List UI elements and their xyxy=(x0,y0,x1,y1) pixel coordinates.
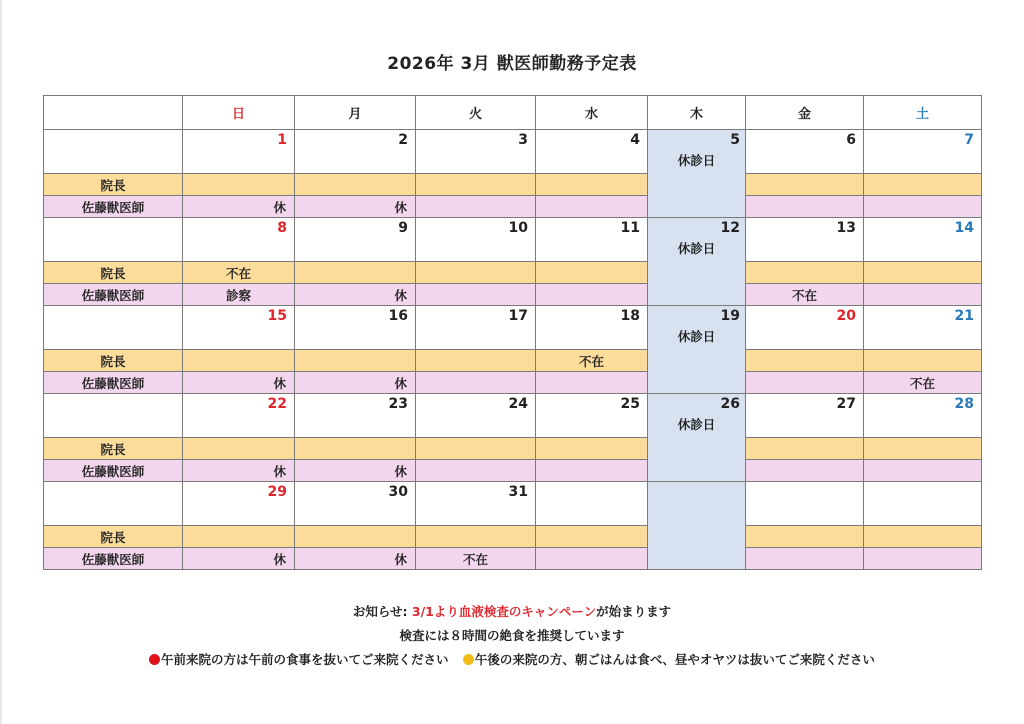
date-number: 26 xyxy=(720,396,740,412)
inchou-status-cell xyxy=(295,438,416,460)
inchou-status-cell xyxy=(416,438,536,460)
date-cell xyxy=(416,218,536,262)
notice-afternoon: 午後の来院の方、朝ごはんは食べ、昼やオヤツは抜いてご来院ください xyxy=(474,652,875,667)
date-cell xyxy=(746,394,864,438)
date-cell xyxy=(295,482,416,526)
weekday-thu: 木 xyxy=(648,96,746,130)
sato-status-cell: 不在 xyxy=(864,372,982,394)
notice-area xyxy=(0,600,1024,672)
date-number: 22 xyxy=(267,396,287,412)
date-number: 2 xyxy=(398,132,408,148)
date-cell xyxy=(183,482,295,526)
inchou-status-cell xyxy=(295,174,416,196)
role-label: 佐藤獣医師 xyxy=(44,460,183,482)
closed-day-label: 休診日 xyxy=(677,417,716,432)
role-label: 院長 xyxy=(44,262,183,284)
date-cell xyxy=(183,394,295,438)
date-number: 31 xyxy=(508,484,528,500)
date-number: 19 xyxy=(720,308,740,324)
date-number: 25 xyxy=(620,396,640,412)
weekday-sun: 日 xyxy=(183,96,295,130)
role-label: 院長 xyxy=(44,438,183,460)
inchou-status-cell xyxy=(295,262,416,284)
sato-status-cell xyxy=(536,372,648,394)
date-row xyxy=(44,482,982,526)
sato-status-cell: 休 xyxy=(183,460,295,482)
date-row-label-cell xyxy=(44,394,183,438)
notice-morning: 午前来院の方は午前の食事を抜いてご来院ください xyxy=(161,652,449,667)
notice-line-1 xyxy=(0,600,1024,624)
sato-row xyxy=(44,372,982,394)
date-row-label-cell xyxy=(44,306,183,350)
date-number xyxy=(864,482,981,484)
inchou-status-cell xyxy=(183,174,295,196)
sato-status-cell: 休 xyxy=(183,196,295,218)
date-row xyxy=(44,218,982,262)
date-cell xyxy=(864,218,982,262)
date-number: 7 xyxy=(964,132,974,148)
date-row-label-cell xyxy=(44,218,183,262)
role-label: 院長 xyxy=(44,174,183,196)
sato-status-cell: 休 xyxy=(295,548,416,570)
inchou-row xyxy=(44,526,982,548)
date-cell xyxy=(746,306,864,350)
weekday-sat: 土 xyxy=(864,96,982,130)
date-number: 8 xyxy=(277,220,287,236)
date-number: 17 xyxy=(508,308,528,324)
header-blank-cell xyxy=(44,96,183,130)
closed-day-label: 休診日 xyxy=(677,153,716,168)
role-label: 佐藤獣医師 xyxy=(44,196,183,218)
date-number: 23 xyxy=(388,396,408,412)
date-number: 27 xyxy=(836,396,856,412)
date-cell xyxy=(183,130,295,174)
page-title: 2026年 3月 獣医師勤務予定表 xyxy=(387,54,637,74)
date-number: 5 xyxy=(730,132,740,148)
date-cell xyxy=(536,130,648,174)
date-row xyxy=(44,306,982,350)
inchou-status-cell xyxy=(746,262,864,284)
sato-status-cell: 休 xyxy=(295,372,416,394)
date-number: 21 xyxy=(954,308,974,324)
date-number: 20 xyxy=(836,308,856,324)
closed-day-cell xyxy=(648,218,746,306)
notice-prefix: お知らせ: xyxy=(352,604,408,619)
inchou-status-cell xyxy=(536,174,648,196)
inchou-status-cell xyxy=(183,350,295,372)
sato-status-cell xyxy=(416,372,536,394)
sato-status-cell: 休 xyxy=(295,460,416,482)
inchou-status-cell xyxy=(864,174,982,196)
date-number: 29 xyxy=(267,484,287,500)
date-cell xyxy=(295,130,416,174)
red-dot-icon xyxy=(149,654,160,665)
date-number: 13 xyxy=(836,220,856,236)
sato-row xyxy=(44,548,982,570)
date-number: 12 xyxy=(720,220,740,236)
date-cell xyxy=(416,130,536,174)
inchou-status-cell xyxy=(536,526,648,548)
weekday-mon: 月 xyxy=(295,96,416,130)
notice-line-3 xyxy=(0,648,1024,672)
date-number xyxy=(648,482,745,484)
date-number: 14 xyxy=(954,220,974,236)
date-cell xyxy=(864,306,982,350)
date-cell xyxy=(746,482,864,526)
date-row-label-cell xyxy=(44,482,183,526)
date-number: 1 xyxy=(277,132,287,148)
sato-status-cell: 休 xyxy=(183,372,295,394)
sato-status-cell: 休 xyxy=(183,548,295,570)
role-label: 院長 xyxy=(44,526,183,548)
inchou-status-cell xyxy=(416,526,536,548)
date-number: 11 xyxy=(620,220,640,236)
sato-status-cell: 診察 xyxy=(183,284,295,306)
sato-status-cell xyxy=(536,460,648,482)
closed-day-cell xyxy=(648,130,746,218)
date-number: 6 xyxy=(846,132,856,148)
inchou-status-cell xyxy=(295,350,416,372)
sato-status-cell: 休 xyxy=(295,196,416,218)
closed-day-label: 休診日 xyxy=(677,329,716,344)
sato-status-cell xyxy=(416,460,536,482)
sato-status-cell xyxy=(746,196,864,218)
sato-status-cell xyxy=(536,284,648,306)
inchou-status-cell xyxy=(536,438,648,460)
date-cell xyxy=(746,130,864,174)
sato-row xyxy=(44,460,982,482)
date-cell xyxy=(746,218,864,262)
inchou-status-cell xyxy=(536,262,648,284)
weekday-fri: 金 xyxy=(746,96,864,130)
date-row-label-cell xyxy=(44,130,183,174)
closed-day-cell xyxy=(648,306,746,394)
sato-status-cell xyxy=(864,284,982,306)
date-number: 9 xyxy=(398,220,408,236)
weekday-tue: 火 xyxy=(416,96,536,130)
date-number xyxy=(746,482,863,484)
date-number xyxy=(536,482,647,484)
date-cell xyxy=(536,306,648,350)
sato-row xyxy=(44,196,982,218)
notice-highlight: 3/1より血液検査のキャンペーン xyxy=(411,604,597,619)
sato-status-cell xyxy=(746,460,864,482)
role-label: 院長 xyxy=(44,350,183,372)
inchou-row xyxy=(44,174,982,196)
weekday-wed: 水 xyxy=(536,96,648,130)
role-label: 佐藤獣医師 xyxy=(44,284,183,306)
date-row xyxy=(44,394,982,438)
inchou-status-cell xyxy=(864,526,982,548)
closed-day-cell xyxy=(648,394,746,482)
sato-status-cell xyxy=(416,284,536,306)
sato-status-cell xyxy=(536,196,648,218)
date-cell xyxy=(416,306,536,350)
inchou-status-cell xyxy=(746,526,864,548)
inchou-status-cell xyxy=(864,350,982,372)
closed-day-label: 休診日 xyxy=(677,241,716,256)
sato-status-cell xyxy=(864,196,982,218)
sato-status-cell: 不在 xyxy=(416,548,536,570)
sato-status-cell xyxy=(746,548,864,570)
role-label: 佐藤獣医師 xyxy=(44,372,183,394)
date-cell xyxy=(295,306,416,350)
inchou-row xyxy=(44,350,982,372)
date-number: 28 xyxy=(954,396,974,412)
inchou-status-cell xyxy=(416,262,536,284)
weekday-header-row xyxy=(44,96,982,130)
date-cell xyxy=(536,482,648,526)
inchou-status-cell: 不在 xyxy=(536,350,648,372)
inchou-status-cell xyxy=(295,526,416,548)
notice-suffix: が始まります xyxy=(596,604,672,619)
date-cell xyxy=(295,394,416,438)
inchou-status-cell xyxy=(746,438,864,460)
sato-status-cell xyxy=(536,548,648,570)
inchou-status-cell xyxy=(416,350,536,372)
date-cell xyxy=(864,394,982,438)
inchou-status-cell xyxy=(746,350,864,372)
date-number: 24 xyxy=(508,396,528,412)
sato-status-cell xyxy=(864,460,982,482)
sato-status-cell: 休 xyxy=(295,284,416,306)
inchou-status-cell xyxy=(183,526,295,548)
date-number: 10 xyxy=(508,220,528,236)
date-number: 16 xyxy=(388,308,408,324)
sato-status-cell: 不在 xyxy=(746,284,864,306)
date-cell xyxy=(183,306,295,350)
inchou-status-cell xyxy=(183,438,295,460)
date-cell xyxy=(416,394,536,438)
date-row xyxy=(44,130,982,174)
date-number: 18 xyxy=(620,308,640,324)
date-cell xyxy=(295,218,416,262)
notice-line-2: 検査には８時間の絶食を推奨しています xyxy=(399,628,625,643)
inchou-row xyxy=(44,438,982,460)
date-number: 4 xyxy=(630,132,640,148)
date-cell xyxy=(183,218,295,262)
sato-status-cell xyxy=(416,196,536,218)
date-number: 15 xyxy=(267,308,287,324)
inchou-status-cell xyxy=(746,174,864,196)
date-number: 3 xyxy=(518,132,528,148)
date-number: 30 xyxy=(388,484,408,500)
inchou-status-cell xyxy=(864,262,982,284)
date-cell xyxy=(864,130,982,174)
inchou-status-cell: 不在 xyxy=(183,262,295,284)
yellow-dot-icon xyxy=(463,654,474,665)
role-label: 佐藤獣医師 xyxy=(44,548,183,570)
inchou-status-cell xyxy=(416,174,536,196)
sato-status-cell xyxy=(746,372,864,394)
date-cell xyxy=(416,482,536,526)
sato-row xyxy=(44,284,982,306)
schedule-table xyxy=(43,95,982,570)
closed-day-cell xyxy=(648,482,746,570)
inchou-row xyxy=(44,262,982,284)
date-cell xyxy=(536,218,648,262)
date-cell xyxy=(864,482,982,526)
inchou-status-cell xyxy=(864,438,982,460)
sato-status-cell xyxy=(864,548,982,570)
date-cell xyxy=(536,394,648,438)
